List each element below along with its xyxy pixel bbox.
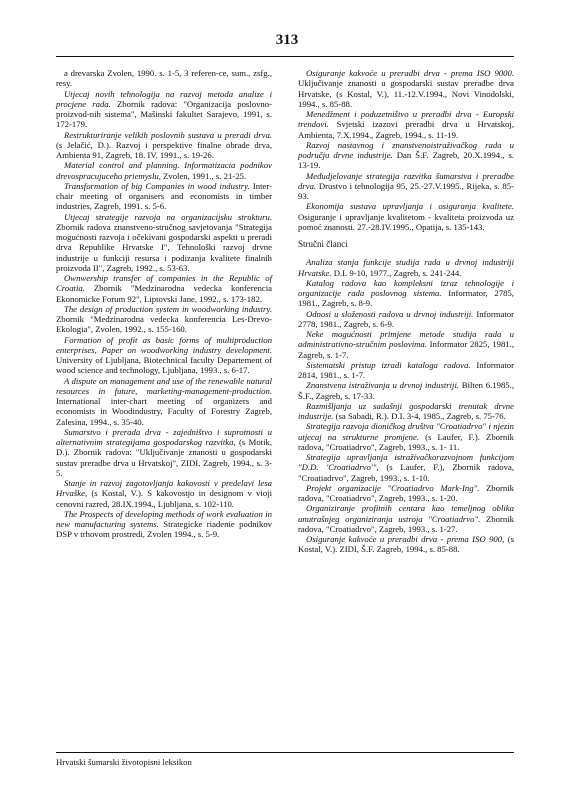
bibliography-entry (56, 89, 272, 130)
bibliography-entry (56, 130, 272, 161)
entry-details: Informator, 2785, 1981., Zagreb, s. 8-9. (298, 288, 514, 309)
entry-details: Zbornik "Medzinarodna vedecka konferencia Les-Drevo-Ekologia", Zvolen, 1992., s. 155-160. (56, 314, 272, 335)
entry-title: Utjecaj strategije razvoja na organizacijsku strukturu. (64, 211, 272, 222)
bibliography-entry (298, 503, 514, 534)
header-rule (56, 56, 514, 57)
left-column (56, 68, 272, 540)
entry-details: (s Kostal, V.). ZIDI, Š.F. Zagreb, 1994., s. 85-88. (298, 534, 514, 555)
entry-title: Razmišljanja uz sadašnji gospodarski trenutak drvne industrije. (298, 400, 514, 421)
bibliography-entry (298, 278, 514, 309)
entry-title: Strategija upravljanja istraživačkorazvojnom funkcijom "D.D. 'Croatiadrvo'", (298, 452, 514, 473)
bibliography-entry (298, 380, 514, 401)
entry-details: (sa Sabadi, R.). D.I. 3-4, 1985., Zagreb, s. 75-76. (333, 411, 506, 421)
entry-title: Restrukturiranje velikih poslovnih sustava u preradi drva. (64, 129, 272, 140)
bibliography-entry (56, 427, 272, 478)
bibliography-entry (56, 376, 272, 427)
bibliography-entry (56, 478, 272, 509)
bibliography-entry (298, 201, 514, 232)
bibliography-entry (56, 304, 272, 335)
entry-title: Osiguranje kakvoće u preradbi drva - prema ISO 900, (306, 534, 505, 544)
bibliography-entry (56, 335, 272, 376)
entry-details: Zbornik "Medzinarodna vedecka konferencia Ekonomicke Forum 92", Liptovski Jane, 1992., s. 173-182. (56, 283, 272, 304)
entry-title: A dispute on management and use of the renewable natural resources in future, marketing-management-production. (56, 375, 272, 396)
entry-details: Informator 2814, 1981., s. 1-7. (298, 359, 514, 380)
entry-title: Osiguranje kakvoće u preradbi drva - prema ISO 9000. (306, 68, 514, 78)
entry-details: Drustvo i tehnologija 95, 25.-27.V.1995., Rijeka, s. 85-93. (298, 180, 514, 201)
entry-title: Stanje in razvoj zagotovljanja kakovosti v predelavi lesa Hrvaške, (56, 478, 272, 499)
entry-details: Informator 2778, 1981., Zagreb, s. 6-9. (298, 308, 514, 329)
entry-details: (s Jelačić, D.). Razvoj i perspektive finalne obrade drva, Ambienta 91, Zagreb, 18. IV. 1991., s. 19-26. (56, 139, 272, 160)
entry-title: Utjecaj novih tehnologija na razvoj metoda analize i procjene rada. (56, 88, 272, 109)
bibliography-entry (298, 171, 514, 202)
page-number: 313 (275, 32, 299, 48)
entry-details: Osiguranje i upravljanje kvalitetom - kvaliteta proizvoda uz pomoć znanosti. 27.-28.IV.1995., Opatija, s. 135-143. (298, 211, 514, 232)
entry-title: Sumarstvo i prerada drva - zajedništvo i suprotnosti u alternativnim strategijama gospodarskog razvitka, (56, 426, 272, 447)
entry-title: The design of production system in woodworking industry. (64, 303, 272, 314)
entry-details: a drevarska Zvolen, 1990. s. 1-5, 3 referen-ce, sum., zsfg., resy. (56, 68, 272, 89)
entry-title: Organiziranje profitnih centara kao temeljnog oblika unutrašnjeg organiziranja ustroja "Croatiadrvo". (298, 503, 514, 524)
bibliography-entry (298, 360, 514, 381)
entry-title: Međudjelovanje strategija razvitka šumarstva i preradbe drva. (298, 170, 514, 191)
entry-details: Zvolen, 1991., s. 21-25. (160, 170, 247, 181)
bibliography-entry (298, 257, 514, 278)
entry-details: (s Laufer, F.). Zbornik radova, "Croatiadrvo", Zagreb, 1993., s. 1- 11. (298, 431, 514, 452)
entry-title: Ownwership transfer of companies in the Republic of Croatia. (56, 273, 272, 294)
entry-details: Uključivanje znanosti u gospodarski sustav preradbe drva Hrvatske, (s Kostal, V.), 11.-12.V.1994., Novi Vinodolski, 1994., s. 85-88. (298, 78, 514, 109)
bibliography-entry (298, 483, 514, 504)
entry-details: Inter-chair meeting of organisers and economists in timber industries, Zagreb, 1991. s. 5-6. (56, 180, 272, 212)
entry-title: Transformation of big Companies in wood industry. (64, 180, 250, 191)
entry-details: International inter-chart meeting of organizers and economists in Woodindustry, Faculty of Forestry Zagreb, Zalesina, 1994., s. 35-40. (56, 396, 272, 427)
entry-title: The Prospects of developing methods of work evaluation in new manufacturing systems. (56, 508, 272, 529)
entry-details: Zbornik radova, "Croatiadrvo", Zagreb, 1993., s. 1-20. (298, 482, 514, 503)
entry-title: Strategija razvoja dioničkog društva "Croatiadrvo" i njezin utjecaj na strukturne promjene. (298, 421, 514, 442)
entry-title: Ekonomija sustava upravljanja i osiguranja kvalitete. (306, 201, 514, 212)
entry-details: Svjetski izazovi preradbi drva u Hrvatskoj, Ambienta, 7.X.1994., Zagreb, 1994., s. 11-19. (298, 119, 514, 140)
bibliography-entry (56, 181, 272, 212)
entry-details: Informator 2825, 1981., Zagreb, s. 1-7. (298, 339, 514, 360)
bibliography-entry (56, 68, 272, 89)
entry-details: Dan Š.F. Zagreb, 20.X.1994., s. 13-19. (298, 150, 515, 171)
entry-title: Material control and planning. Informatizacia podnikov drevospracujuceho priemyslu, (56, 160, 272, 181)
entry-details: Zbornik radova, "Croatiadrvo", Zagreb, 1993., s. 1-27. (298, 513, 514, 534)
bibliography-entry (298, 534, 514, 555)
entry-details: Strategicke riadenie podnikov DSP v trhovom prostredi, Zvolen 1994., s. 5-9. (56, 519, 273, 540)
entry-title: Projekt organizacije "Croatiadrvo Mark-Ing". (306, 482, 480, 493)
entry-title: Sistematski pristup izradi kataloga radova. (306, 359, 471, 370)
bibliography-entry (298, 421, 514, 452)
bibliography-entry (298, 109, 514, 140)
bibliography-entry (298, 452, 514, 483)
entry-title: Neke mogućnosti primjene metode studija rada u administrativno-stručnim poslovima. (298, 329, 514, 350)
bibliography-entry (56, 160, 272, 181)
entry-title: Menedžment i poduzetništvo u preradbi drva - Europski trendovi. (298, 109, 514, 130)
entry-title: Katalog radova kao kompleksni izraz tehnologije i organizacije rada poslovnog sistema. (298, 277, 514, 298)
bibliography-entry (298, 329, 514, 360)
bibliography-entry (298, 68, 514, 109)
entry-details: Bilten 6.1985., Š.F., Zagreb, s. 17-33. (298, 380, 514, 401)
footer-text: Hrvatski šumarski životopisni leksikon (56, 757, 192, 767)
entry-title: Znanstvena istraživanja u drvnoj industriji. (306, 380, 460, 391)
entry-title: Razvoj nastavnog i znanstvenoistraživačkog rada u području drvne industrije. (298, 139, 514, 160)
entry-details: D.I. 9-10, 1977., Zagreb, s. 241-244. (331, 267, 462, 278)
entry-title: Formation of profit as basic forms of multiproduction enterprises, Paper on woodworking industry development. (56, 334, 272, 355)
right-column (298, 68, 514, 555)
entry-details: University of Ljubljana, Biotechnical faculty Departement of wood science and technology, Ljubljana, 1993., s. 6-17. (56, 355, 272, 376)
entry-details: (s Laufer, F.), Zbornik radova, "Croatiadrvo", Zagreb, 1993., s. 1-10. (298, 462, 514, 483)
entry-details: (s Kostal, V.). S kakovostjo in designom v vioji cenovni razred, 28.IX.1994., Ljubljana, s. 102-110. (56, 488, 272, 509)
bibliography-entry (56, 273, 272, 304)
entry-details: Zbornik radova znanstveno-stručnog savjetovanja "Strategija mogućnosti razvoja i očekivani gospodarski aspekti u preradi drva Republike Hrvatske I", Tehnološki razvoj drvne industrije u funkciji resursa i podizanja kvalitete finalnih proizvoda II", Zagreb, 1992., s. 53-63. (56, 221, 272, 273)
bibliography-entry (298, 140, 514, 171)
section-heading: Stručni članci (298, 239, 348, 249)
entry-title: Odnosi u složenosti radova u drvnoj industriji. (306, 308, 474, 319)
entry-title: Analiza stanja funkcije studija rada u drvnoj industriji Hrvatske. (298, 257, 514, 278)
bibliography-entry (56, 509, 272, 540)
bibliography-entry (298, 401, 514, 422)
entry-details: (s Motik, D.). Zbornik radova: "Uključivanje znanosti u gospodarski sustav preradbe drva u Hrvatskoj", ZIDI, Zagreb, 1994., s. 3-5. (56, 437, 273, 478)
entry-details: Zbornik radova: "Organizacija poslovno-proizvod-nih sistema", Mašinski fakultet Sarajevo, 1991, s. 172-179. (56, 98, 272, 130)
footer-rule (56, 752, 514, 753)
bibliography-entry (298, 309, 514, 330)
bibliography-entry (56, 212, 272, 274)
